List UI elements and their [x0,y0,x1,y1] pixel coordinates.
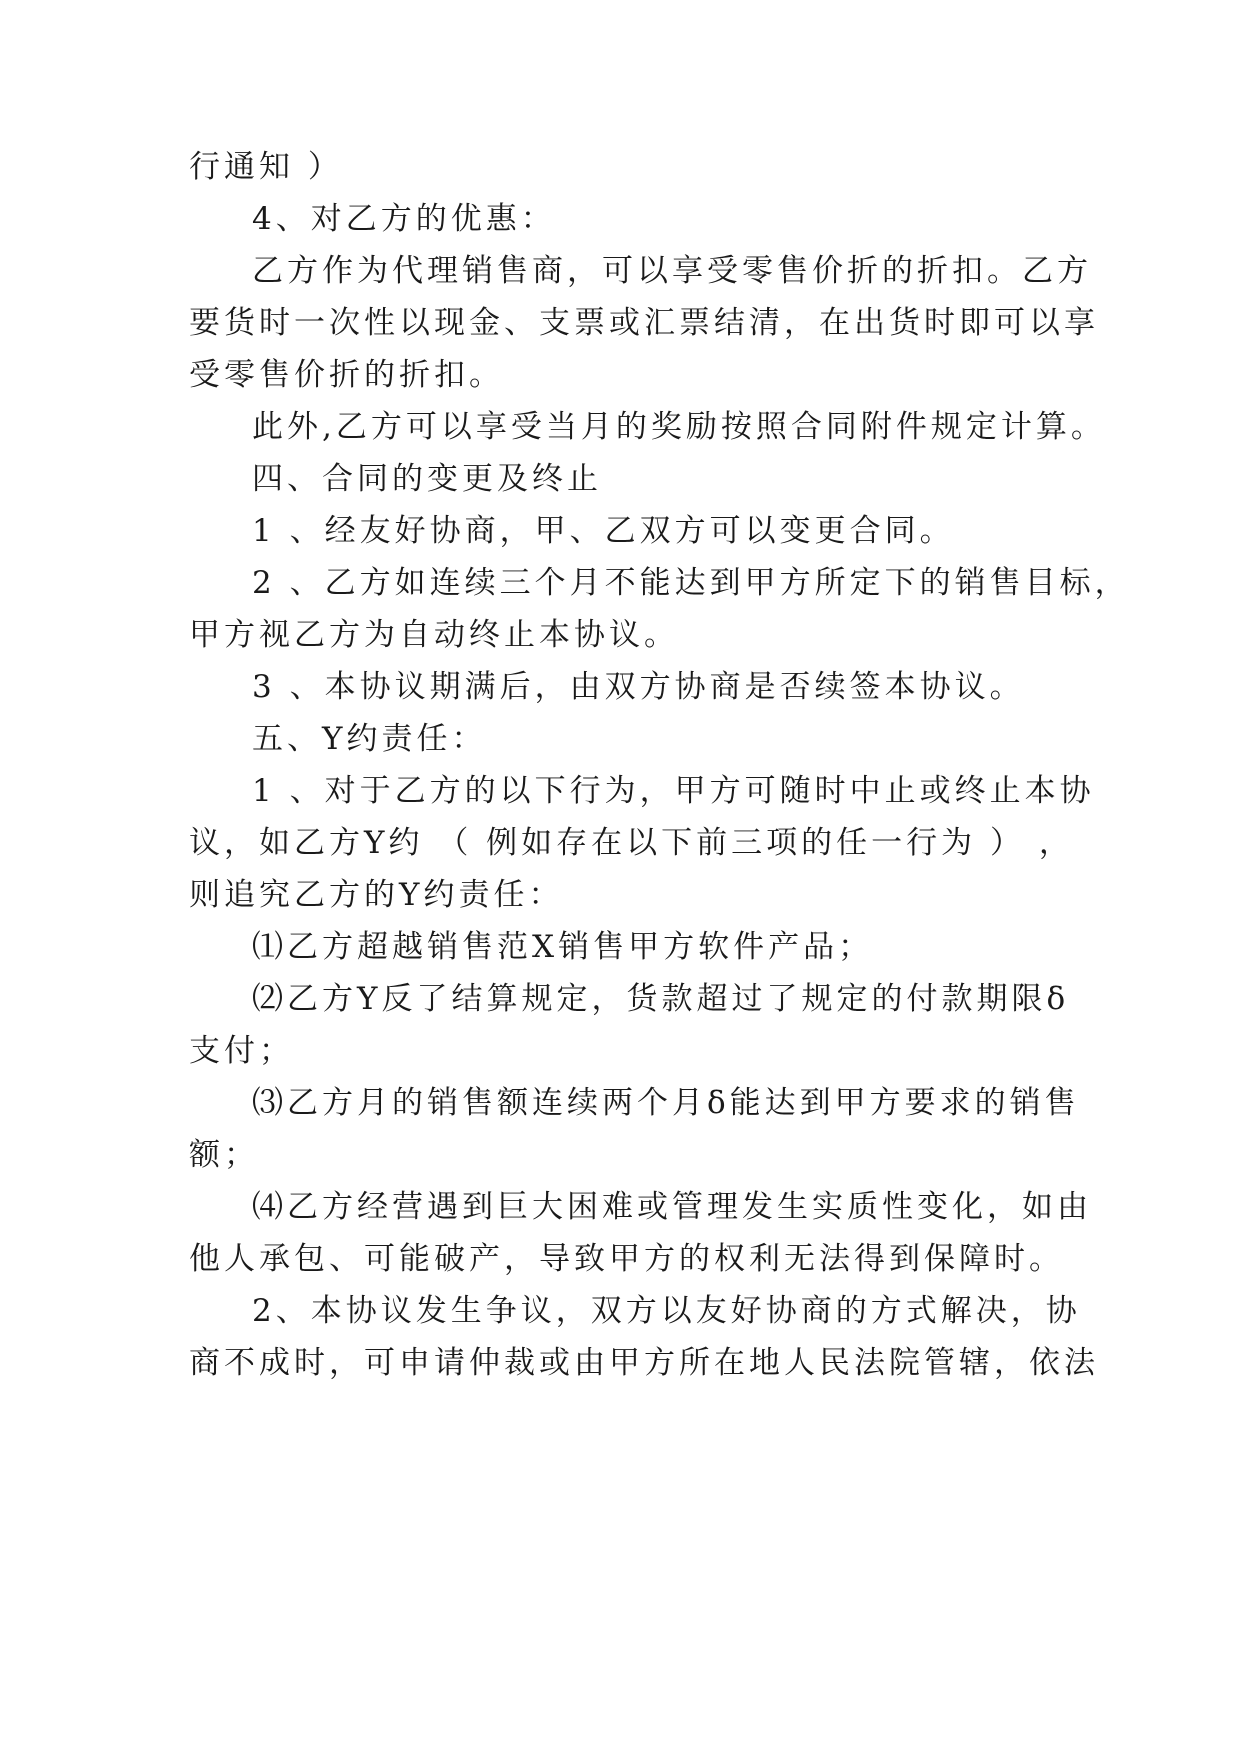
text-line: 他人承包、可能破产，导致甲方的权利无法得到保障时。 [189,1241,1064,1277]
text-line: 支付； [189,1033,294,1069]
text-line: 2 、乙方如连续三个月不能达到甲方所定下的销售目标， [252,565,1130,601]
text-line: 1 、经友好协商，甲、乙双方可以变更合同。 [252,513,955,549]
section-heading: 4、对乙方的优惠： [252,201,556,237]
text-line: 3 、本协议期满后，由双方协商是否续签本协议。 [252,669,1025,705]
text-line: 2、本协议发生争议，双方以友好协商的方式解决，协 [252,1293,1081,1329]
text-line: 甲方视乙方为自动终止本协议。 [189,617,679,653]
list-item: ⑶乙方月的销售额连续两个月δ能达到甲方要求的销售 [252,1085,1080,1121]
text-line: 乙方作为代理销售商，可以享受零售价折的折扣。乙方 [252,253,1092,289]
text-line: 1 、对于乙方的以下行为，甲方可随时中止或终止本协 [252,773,1095,809]
text-line: 额； [189,1137,259,1173]
text-line: 此外,乙方可以享受当月的奖励按照合同附件规定计算。 [252,409,1106,445]
section-heading: 五、Y约责任： [252,721,487,757]
text-line: 要货时一次性以现金、支票或汇票结清，在出货时即可以享 [189,305,1099,341]
text-line: 则追究乙方的Y约责任： [189,877,564,913]
list-item: ⑷乙方经营遇到巨大困难或管理发生实质性变化，如由 [252,1189,1092,1225]
text-line: 受零售价折的折扣。 [189,357,504,393]
text-line: 议，如乙方Y约 （ 例如存在以下前三项的任一行为 ） ， [189,825,1074,861]
text-line: 商不成时，可申请仲裁或由甲方所在地人民法院管辖，依法 [189,1345,1099,1381]
section-heading: 四、合同的变更及终止 [252,461,602,497]
text-line: 行通知 ） [189,149,343,185]
list-item: ⑴乙方超越销售范X销售甲方软件产品； [252,929,874,965]
list-item: ⑵乙方Y反了结算规定，货款超过了规定的付款期限δ [252,981,1070,1017]
